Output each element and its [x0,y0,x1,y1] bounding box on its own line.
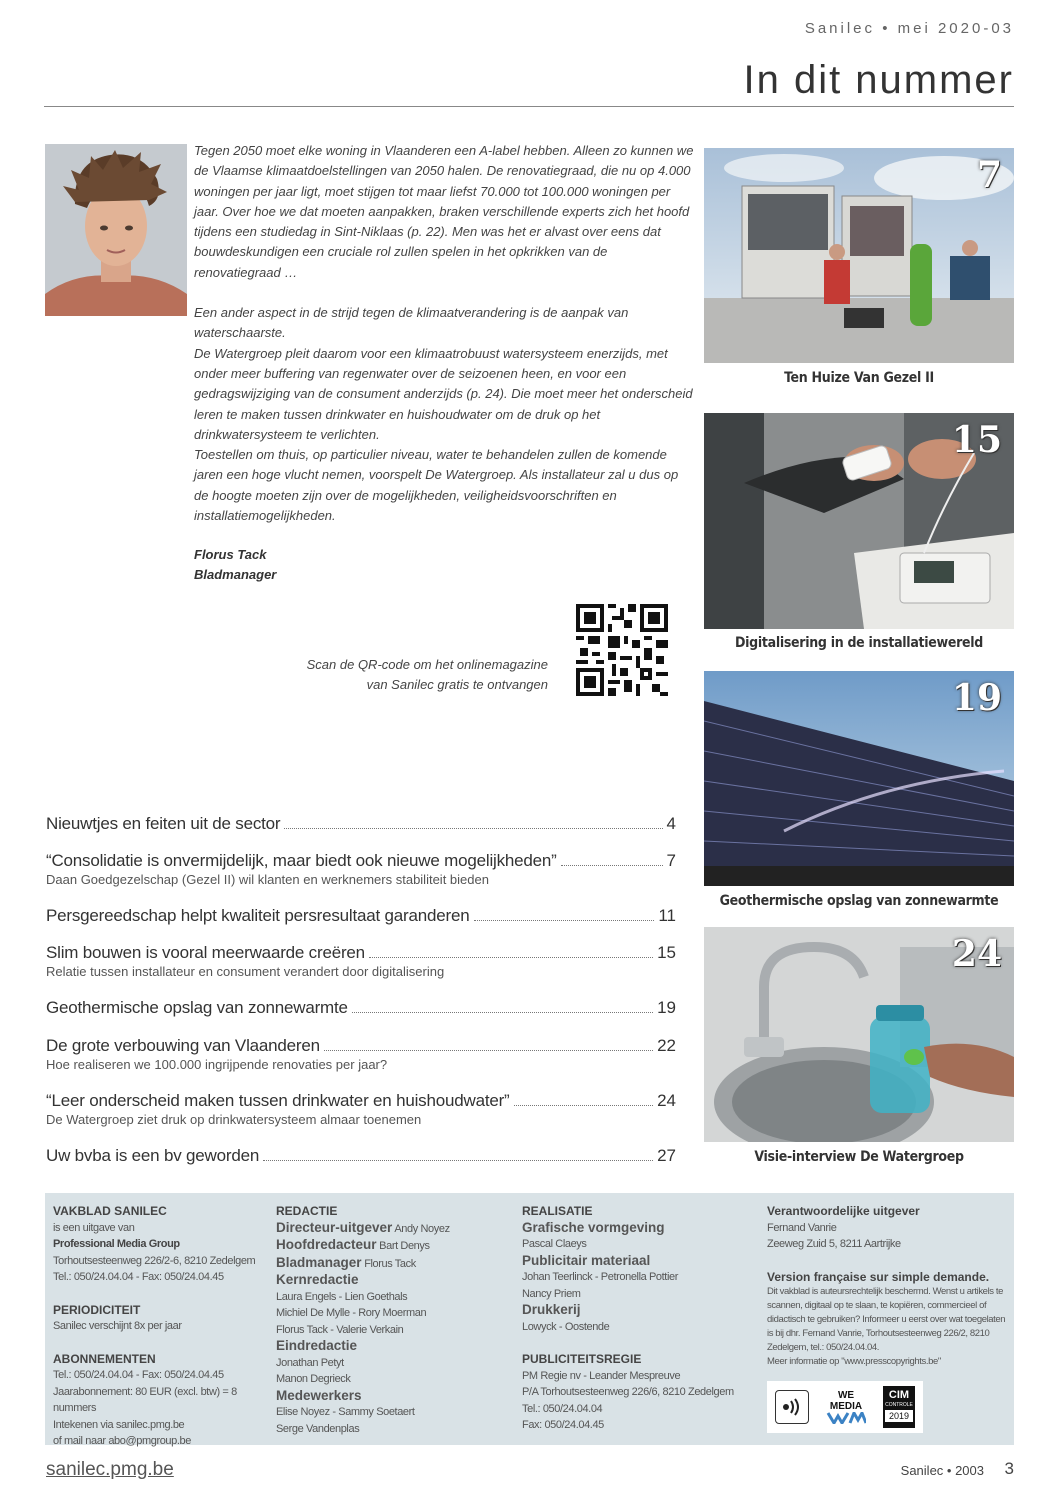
colophon-line: Elise Noyez - Sammy Soetaert [276,1406,415,1418]
toc-leader [324,1050,653,1051]
colophon-heading: ABONNEMENTEN [53,1351,156,1366]
colophon-line: Fax: 050/24.04.45 [522,1419,604,1431]
toc-title: Uw bvba is een bv geworden [46,1146,260,1165]
editorial-text [194,141,694,526]
colophon-line: Laura Engels - Lien Goethals [276,1290,408,1303]
colophon-heading: PERIODICITEIT [53,1302,141,1317]
toc-page: 22 [657,1036,676,1055]
colophon-key: Hoofdredacteur [276,1237,377,1252]
toc-subtitle: Hoe realiseren we 100.000 ingrijpende renovaties per jaar? [46,1057,388,1072]
sound-icon [775,1390,809,1424]
toc-entry[interactable] [46,906,676,926]
colophon-heading: Verantwoordelijke uitgever [767,1204,920,1218]
cim-logo: CIM CONTROLE 2019 [883,1386,915,1428]
signature-role: Bladmanager [194,567,277,582]
qr-text-line: van Sanilec gratis te ontvangen [366,677,548,692]
colophon-line: Zeeweg Zuid 5, 8211 Aartrijke [767,1238,901,1250]
colophon-line: Pascal Claeys [522,1238,587,1250]
thumb-page-number: 15 [951,419,1002,461]
we-media-logo: WE MEDIA [825,1390,867,1425]
colophon-line: Jonathan Petyt [276,1356,344,1369]
editorial-paragraph: Een ander aspect in de strijd tegen de klimaatverandering is de aanpak van waterschaarste. [194,305,629,341]
colophon-line: Torhoutsesteenweg 226/2-6, 8210 Zedelgem [53,1254,256,1267]
toc-page: 19 [657,998,676,1017]
certification-logos [767,1381,923,1433]
colophon-line: is een uitgave van [53,1221,135,1234]
colophon-key: Drukkerij [522,1302,581,1317]
colophon-key: Bladmanager [276,1254,362,1270]
colophon-line: Sanilec verschijnt 8x per jaar [53,1320,182,1332]
toc-entry[interactable] [46,943,676,979]
thumb-caption: Digitalisering in de installatiewereld [735,635,983,651]
colophon-line: Professional Media Group [53,1238,180,1250]
thumb-page-number: 19 [951,677,1002,719]
page-title: In dit nummer [743,58,1014,102]
colophon-line: Michiel De Mylle - Rory Moerman [276,1307,427,1319]
colophon-key: Grafische vormgeving [522,1219,665,1235]
toc-leader [514,1105,654,1106]
toc-leader [352,1012,653,1013]
page-number: 3 [1004,1459,1014,1478]
toc-page: 27 [657,1146,676,1165]
toc-entry[interactable] [46,1036,676,1072]
colophon-heading: VAKBLAD SANILEC [53,1204,167,1218]
thumb-page-number: 24 [951,933,1002,975]
toc-entry[interactable] [46,1091,676,1127]
toc-page: 7 [666,851,676,870]
colophon-heading: REDACTIE [276,1204,338,1218]
thumb-page-19[interactable] [704,671,1014,886]
toc-page: 15 [657,943,676,962]
copyright-link: Meer informatie op "www.presscopyrights.be" [767,1356,941,1367]
colophon-heading: Version française sur simple demande. [767,1269,990,1284]
toc-leader [369,957,653,958]
qr-text-line: Scan de QR-code om het onlinemagazine [306,657,548,672]
colophon-line: Nancy Priem [522,1287,581,1300]
toc-entry[interactable] [46,998,676,1018]
toc-title: Slim bouwen is vooral meerwaarde creëren [46,943,365,962]
toc-leader [284,828,662,829]
signature-name: Florus Tack [194,547,267,562]
toc-entry[interactable] [46,851,676,887]
issue-label: Sanilec • 2003 [900,1463,984,1478]
colophon-key: Kernredactie [276,1272,359,1287]
colophon-line: Serge Vandenplas [276,1422,360,1435]
editorial-signature [194,545,276,585]
colophon-line: Lowyck - Oostende [522,1320,610,1333]
toc-entry[interactable] [46,814,676,834]
colophon-line: Tel.: 050/24.04.04 - Fax: 050/24.04.45 [53,1271,224,1283]
toc-title: De grote verbouwing van Vlaanderen [46,1036,320,1055]
toc-leader [561,865,663,866]
colophon-heading: PUBLICITEITSREGIE [522,1352,642,1366]
thumb-page-24[interactable] [704,927,1014,1142]
thumb-caption: Geothermische opslag van zonnewarmte [719,893,999,909]
colophon-key: Directeur-uitgever [276,1219,393,1235]
toc-entry[interactable] [46,1146,676,1166]
thumb-caption: Ten Huize Van Gezel II [784,370,934,386]
thumb-page-7[interactable] [704,148,1014,363]
toc-title: “Leer onderscheid maken tussen drinkwater en huishoudwater” [46,1091,510,1110]
toc-title: “Consolidatie is onvermijdelijk, maar biedt ook nieuwe mogelijkheden” [46,851,557,870]
editorial-paragraph: De Watergroep pleit daarom voor een klimaatrobuust watersysteem enerzijds, met onder meer buffering van regenwater over de seizoenen heen, en voor een gedragswijziging van de consument anderzijds (p. 24). Die moet meer het onderscheid leren te maken tussen drinkwater en huishoudwater om de druk op het drinkwatersysteem te verlichten. [194,345,693,442]
toc-page: 4 [666,814,676,833]
toc-leader [263,1160,653,1161]
qr-instructions [260,655,548,695]
qr-code-icon[interactable] [576,604,668,696]
colophon-production [522,1203,758,1434]
colophon-value: Florus Tack [364,1257,416,1270]
thumb-caption: Visie-interview De Watergroep [754,1149,964,1165]
toc-title: Nieuwtjes en feiten uit de sector [46,814,281,833]
colophon-key: Eindredactie [276,1338,358,1353]
toc-subtitle: Relatie tussen installateur en consument verandert door digitalisering [46,964,445,979]
colophon-line: Florus Tack - Valerie Verkain [276,1323,404,1336]
toc-subtitle: Daan Goedgezelschap (Gezel II) wil klanten en werknemers stabiliteit bieden [46,872,489,887]
colophon-line: Fernand Vanrie [767,1221,837,1234]
editorial-paragraph: Toestellen om thuis, op particulier niveau, water te behandelen zullen de komende jaren een hoge vlucht nemen, voorspelt De Watergroep. Als installateur zal u dus op de hoogte moeten zijn over de mogelijkheden, veiligheidsvoorschriften en installatiemogelijkheden. [194,447,679,524]
editorial-paragraph: Tegen 2050 moet elke woning in Vlaanderen een A-label hebben. Alleen zo kunnen we de Vlaamse klimaatdoelstellingen van 2050 halen. De renovatiegraad, die nu op 4.000 woningen per jaar ligt, moet stijgen tot maar liefst 70.000 tot 100.000 woningen per jaar. Over hoe we dat moeten aanpakken, braken verschillende experts zich het hoofd tijdens een studiedag in Sint-Niklaas (p. 22). Men was het er alvast over eens dat bouwdeskundigen een cruciale rol zullen spelen in het opkrikken van de renovatiegraad … [194,143,694,280]
colophon-line: Manon Degrieck [276,1373,351,1385]
toc-page: 24 [657,1091,676,1110]
colophon-line: P/A Torhoutsesteenweg 226/6, 8210 Zedelgem [522,1386,734,1398]
author-portrait [45,144,187,316]
toc-leader [474,920,655,921]
colophon-value: Andy Noyez [394,1222,450,1235]
thumb-page-number: 7 [976,154,1002,196]
colophon-line: Tel.: 050/24.04.04 - Fax: 050/24.04.45 [53,1369,224,1381]
colophon-line: Johan Teerlinck - Petronella Pottier [522,1271,678,1283]
toc-title: Geothermische opslag van zonnewarmte [46,998,348,1017]
colophon-line: of mail naar abo@pmgroup.be [53,1435,191,1447]
colophon-legal [767,1203,1009,1369]
toc-page: 11 [658,906,676,925]
colophon-editorial [276,1203,506,1437]
issue-subtitle: Sanilec • mei 2020-03 [804,20,1014,37]
toc-subtitle: De Watergroep ziet druk op drinkwatersysteem almaar toenemen [46,1112,422,1127]
header-divider [44,106,1014,107]
colophon-key: Medewerkers [276,1387,362,1403]
colophon-box [45,1193,1014,1445]
thumb-page-15[interactable] [704,413,1014,629]
colophon-line: Intekenen via sanilec.pmg.be [53,1418,185,1431]
toc-title: Persgereedschap helpt kwaliteit persresultaat garanderen [46,906,470,925]
colophon-value: Bart Denys [379,1240,430,1252]
colophon-line: Jaarabonnement: 80 EUR (excl. btw) = 8 nummers [53,1385,237,1414]
colophon-heading: REALISATIE [522,1204,593,1218]
colophon-line: Tel.: 050/24.04.04 [522,1402,603,1415]
colophon-key: Publicitair materiaal [522,1252,651,1268]
colophon-line: PM Regie nv - Leander Mespreuve [522,1369,681,1382]
copyright-notice: Dit vakblad is auteursrechtelijk beschermd. Wenst u artikels te scannen, digitaal op te slaan, te kopiëren, commercieel of didactisch te gebruiken? Informeer u eerst over wat toegelaten is bij dhr. Fernand Vanrie, Torhoutsesteenweg 226/2, 8210 Zedelgem, tel.: 050/24.04.04. [767,1286,1006,1353]
website-link[interactable]: sanilec.pmg.be [46,1459,174,1480]
colophon-publisher [53,1203,275,1450]
